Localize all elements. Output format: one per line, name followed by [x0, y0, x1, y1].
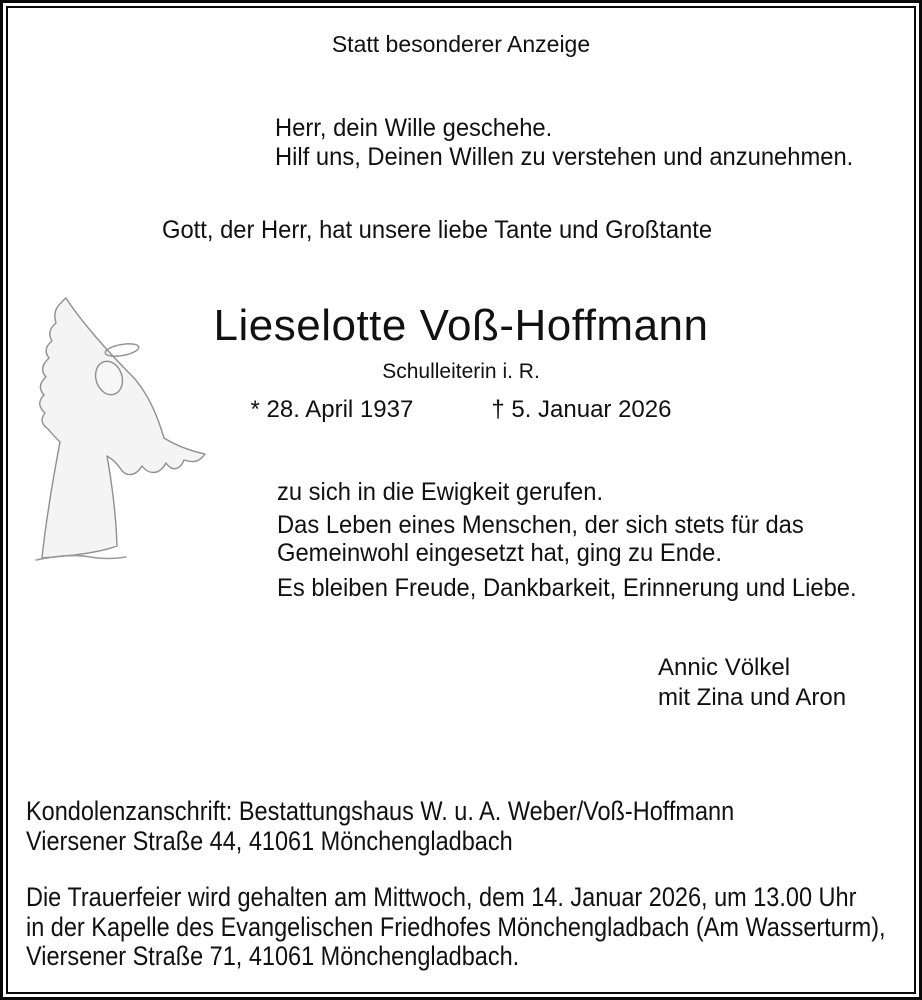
life-dates [8, 396, 914, 424]
body-paragraph-1: zu sich in die Ewigkeit gerufen. [277, 478, 604, 506]
condolence-address [26, 797, 734, 856]
funeral-line-1: Die Trauerfeier wird gehalten am Mittwoch, dem 14. Januar 2026, um 13.00 Uhr [26, 882, 857, 912]
body-paragraph-2 [277, 512, 804, 567]
condolence-line-2: Viersener Straße 44, 41061 Mönchengladbach [26, 825, 513, 856]
prayer-line-1: Herr, dein Wille geschehe. [275, 114, 553, 142]
deceased-name: Lieselotte Voß-Hoffmann [213, 301, 709, 350]
deceased-role: Schulleiterin i. R. [382, 360, 540, 383]
death-date: † 5. Januar 2026 [491, 396, 672, 423]
top-line: Statt besonderer Anzeige [331, 31, 591, 57]
funeral-line-2: in der Kapelle des Evangelischen Friedhofes Mönchengladbach (Am Wasserturm), [26, 911, 886, 942]
condolence-line-1: Kondolenzanschrift: Bestattungshaus W. u. A. Weber/Voß-Hoffmann [26, 796, 735, 826]
funeral-line-3: Viersener Straße 71, 41061 Mönchengladbach. [26, 941, 520, 971]
intro-line: Gott, der Herr, hat unsere liebe Tante und Großtante [162, 216, 713, 244]
body-line-2: Das Leben eines Menschen, der sich stets für das [277, 511, 804, 539]
mourner-family: mit Zina und Aron [658, 684, 847, 711]
body-paragraph-3: Es bleiben Freude, Dankbarkeit, Erinnerung und Liebe. [277, 574, 857, 602]
mourner-name: Annic Völkel [658, 654, 791, 681]
body-line-3: Gemeinwohl eingesetzt hat, ging zu Ende. [277, 538, 722, 567]
prayer-line-2: Hilf uns, Deinen Willen zu verstehen und anzunehmen. [275, 143, 854, 171]
prayer-verse [275, 114, 853, 172]
funeral-info [26, 883, 886, 972]
birth-date: * 28. April 1937 [250, 396, 414, 423]
notice-inner-border [6, 6, 916, 994]
mourners-signature [658, 653, 846, 713]
